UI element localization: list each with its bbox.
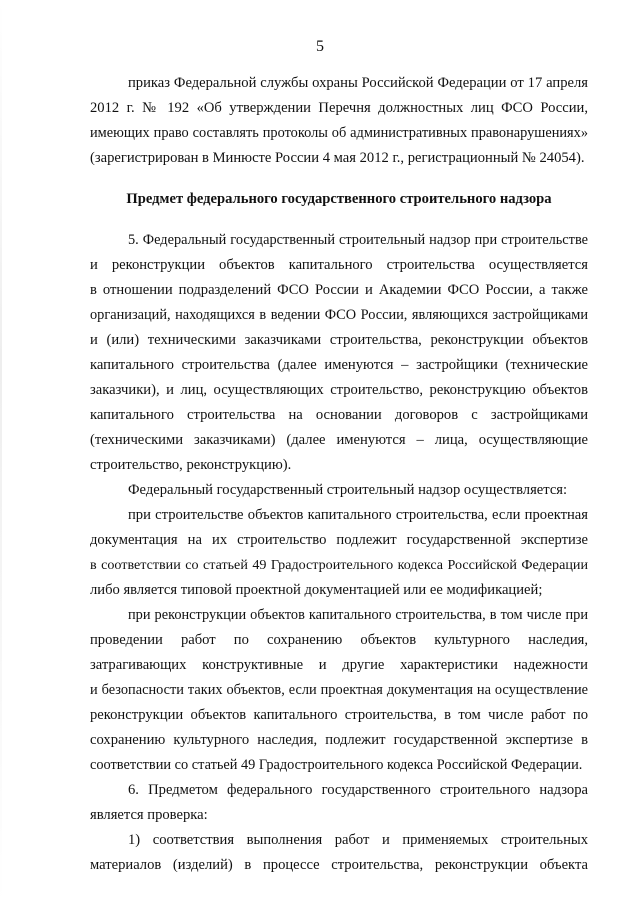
- text-line: заказчики), и лиц, осуществляющих строительство, реконструкцию объектов: [90, 382, 588, 398]
- text-line: документация на их строительство подлежит государственной экспертизе: [90, 532, 588, 548]
- text-line: затрагивающих конструктивные и другие характеристики надежности: [90, 657, 588, 673]
- text-line: при строительстве объектов капитального строительства, если проектная: [128, 507, 588, 523]
- text-line: является проверка:: [90, 807, 208, 823]
- text-line: строительство, реконструкцию).: [90, 457, 292, 473]
- text-line: приказ Федеральной службы охраны Российской Федерации от 17 апреля: [128, 75, 588, 91]
- text-line: проведении работ по сохранению объектов культурного наследия,: [90, 632, 588, 648]
- text-line: при реконструкции объектов капитального строительства, в том числе при: [128, 607, 588, 623]
- text-line: сохранению культурного наследия, подлежит государственной экспертизе в: [90, 732, 588, 748]
- text-line: в соответствии со статьей 49 Градостроительного кодекса Российской Федерации: [90, 557, 588, 573]
- text-line: и реконструкции объектов капитального строительства осуществляется: [90, 257, 588, 273]
- text-line: материалов (изделий) в процессе строительства, реконструкции объекта: [90, 857, 588, 873]
- text-line: соответствии со статьей 49 Градостроительного кодекса Российской Федерации.: [90, 757, 583, 773]
- text-line: реконструкции объектов капитального строительства, в том числе работ по: [90, 707, 588, 723]
- text-line: Федеральный государственный строительный надзор осуществляется:: [128, 482, 568, 498]
- text-line: 2012 г. № 192 «Об утверждении Перечня должностных лиц ФСО России,: [90, 100, 588, 116]
- text-line: организаций, находящихся в ведении ФСО России, являющихся застройщиками: [90, 307, 588, 323]
- text-line: в отношении подразделений ФСО России и Академии ФСО России, а также: [90, 282, 588, 298]
- text-line: и безопасности таких объектов, если проектная документация на осуществление: [90, 682, 588, 698]
- text-line: (техническими заказчиками) (далее именуются – лица, осуществляющие: [90, 432, 588, 448]
- text-line: 6. Предметом федерального государственного строительного надзора: [128, 782, 588, 798]
- scan-edge: [0, 0, 2, 905]
- text-line: 5. Федеральный государственный строительный надзор при строительстве: [128, 232, 588, 248]
- text-line: капитального строительства на основании договоров с застройщиками: [90, 407, 588, 423]
- text-line: (зарегистрирован в Минюсте России 4 мая 2012 г., регистрационный № 24054).: [90, 150, 585, 166]
- text-line: и (или) техническими заказчиками строительства, реконструкции объектов: [90, 332, 588, 348]
- section-heading: Предмет федерального государственного строительного надзора: [126, 191, 552, 207]
- text-line: капитального строительства (далее именуются – застройщики (технические: [90, 357, 588, 373]
- page-number: 5: [316, 38, 324, 55]
- text-line: либо является типовой проектной документацией или ее модификацией;: [90, 582, 543, 598]
- text-line: имеющих право составлять протоколы об административных правонарушениях»: [90, 125, 588, 141]
- text-line: 1) соответствия выполнения работ и применяемых строительных: [128, 832, 588, 848]
